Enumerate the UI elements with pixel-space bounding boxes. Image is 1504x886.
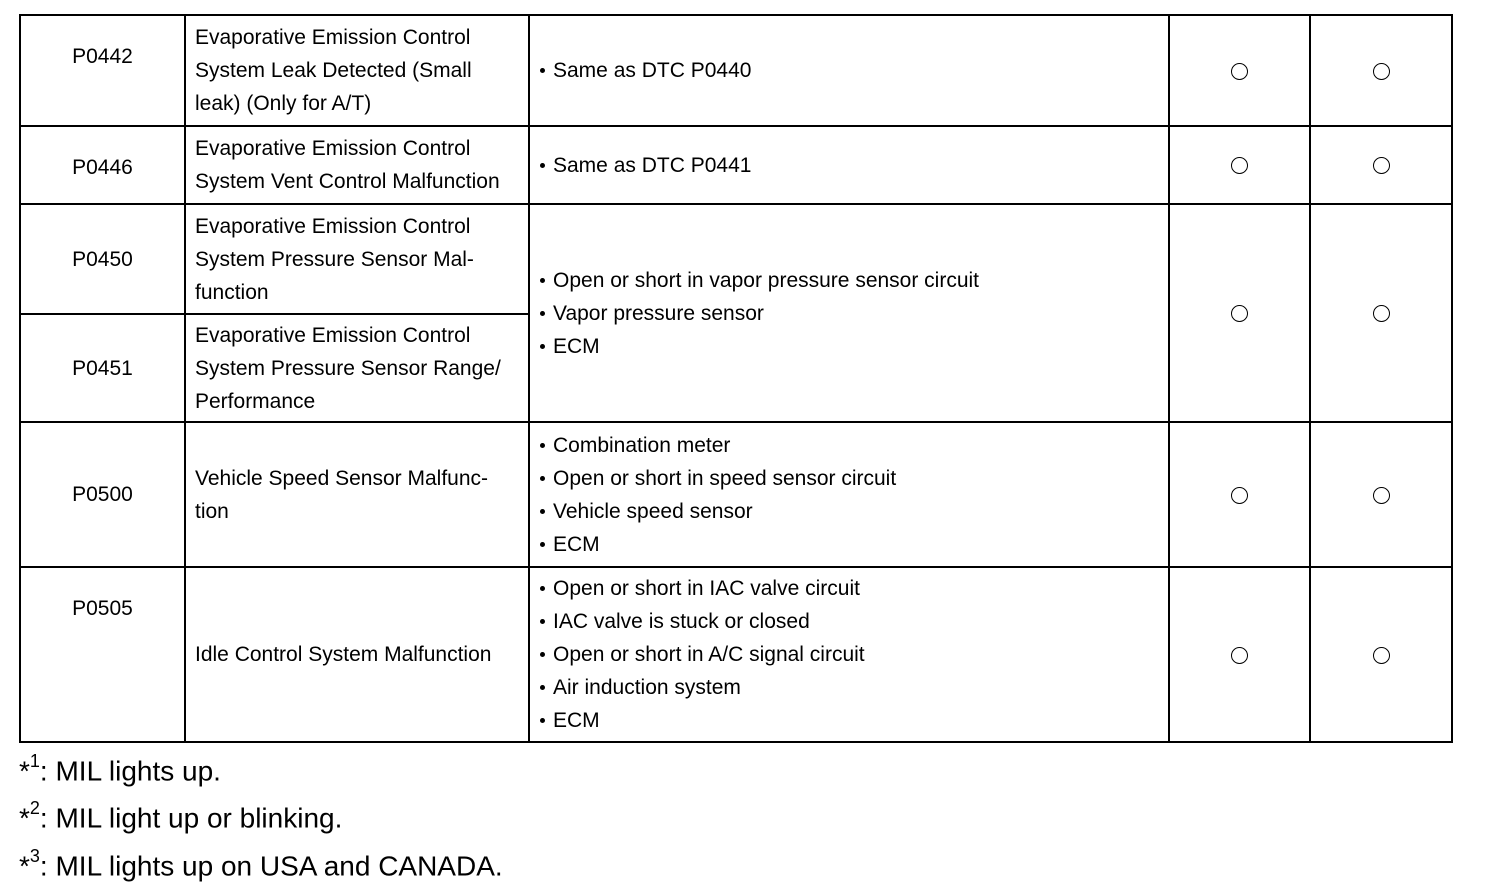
detection-item: Evaporative Emission Control System Pressure Sensor Range/ Performance [185,314,529,422]
memory-mark [1310,15,1452,126]
dtc-code: P0450 [20,204,185,314]
memory-mark [1310,204,1452,422]
list-item: ECM [539,704,1168,737]
circle-icon [1373,63,1390,80]
dtc-code: P0505 [20,567,185,742]
memory-mark [1310,422,1452,567]
list-item: Vapor pressure sensor [539,297,1168,330]
list-item: Open or short in IAC valve circuit [539,572,1168,605]
dtc-code: P0446 [20,126,185,204]
detection-item: Evaporative Emission Control System Pressure Sensor Mal- function [185,204,529,314]
footnote-number: 3 [29,845,40,866]
circle-icon [1373,157,1390,174]
footnote-number: 1 [29,751,40,771]
dtc-code: P0442 [20,15,185,126]
circle-icon [1231,305,1248,322]
trouble-area [529,422,1169,567]
circle-icon [1231,647,1248,664]
memory-mark [1310,126,1452,204]
footnote [19,839,503,886]
list-item: Open or short in vapor pressure sensor circuit [539,264,1168,297]
mil-mark [1169,15,1310,126]
table-row [20,422,1452,567]
mil-mark [1169,567,1310,742]
list-item: Same as DTC P0441 [539,149,1168,182]
mil-mark [1169,126,1310,204]
detection-item: Evaporative Emission Control System Vent Control Malfunction [185,126,529,204]
table-row [20,15,1452,126]
trouble-area [529,126,1169,204]
footnote-marker: * [19,802,30,834]
circle-icon [1373,305,1390,322]
circle-icon [1373,647,1390,664]
footnote-text: : MIL lights up on USA and CANADA. [39,849,503,881]
trouble-area [529,204,1169,422]
footnote-number: 2 [29,798,40,819]
detection-item: Evaporative Emission Control System Leak Detected (Small leak) (Only for A/T) [185,15,529,126]
table-row [20,204,1452,314]
mil-mark [1169,422,1310,567]
list-item: Open or short in A/C signal circuit [539,638,1168,671]
detection-item: Idle Control System Malfunction [185,567,529,742]
footnote-marker: * [19,755,30,787]
table-row [20,126,1452,204]
list-item: Air induction system [539,671,1168,704]
trouble-area [529,15,1169,126]
circle-icon [1231,157,1248,174]
list-item: Open or short in speed sensor circuit [539,462,1168,495]
list-item: Same as DTC P0440 [539,54,1168,87]
footnote-text: : MIL light up or blinking. [39,802,343,834]
list-item: ECM [539,330,1168,363]
dtc-table [19,14,1453,743]
list-item: Combination meter [539,429,1168,462]
list-item: Vehicle speed sensor [539,495,1168,528]
list-item: ECM [539,528,1168,561]
list-item: IAC valve is stuck or closed [539,605,1168,638]
circle-icon [1231,487,1248,504]
dtc-code: P0451 [20,314,185,422]
footnote [19,744,503,791]
table-row [20,567,1452,742]
footnote [19,791,503,838]
footnote-text: : MIL lights up. [39,755,221,787]
footnotes [19,744,503,886]
detection-item: Vehicle Speed Sensor Malfunc- tion [185,422,529,567]
footnote-marker: * [19,849,30,881]
dtc-code: P0500 [20,422,185,567]
mil-mark [1169,204,1310,422]
circle-icon [1231,63,1248,80]
circle-icon [1373,487,1390,504]
trouble-area [529,567,1169,742]
memory-mark [1310,567,1452,742]
